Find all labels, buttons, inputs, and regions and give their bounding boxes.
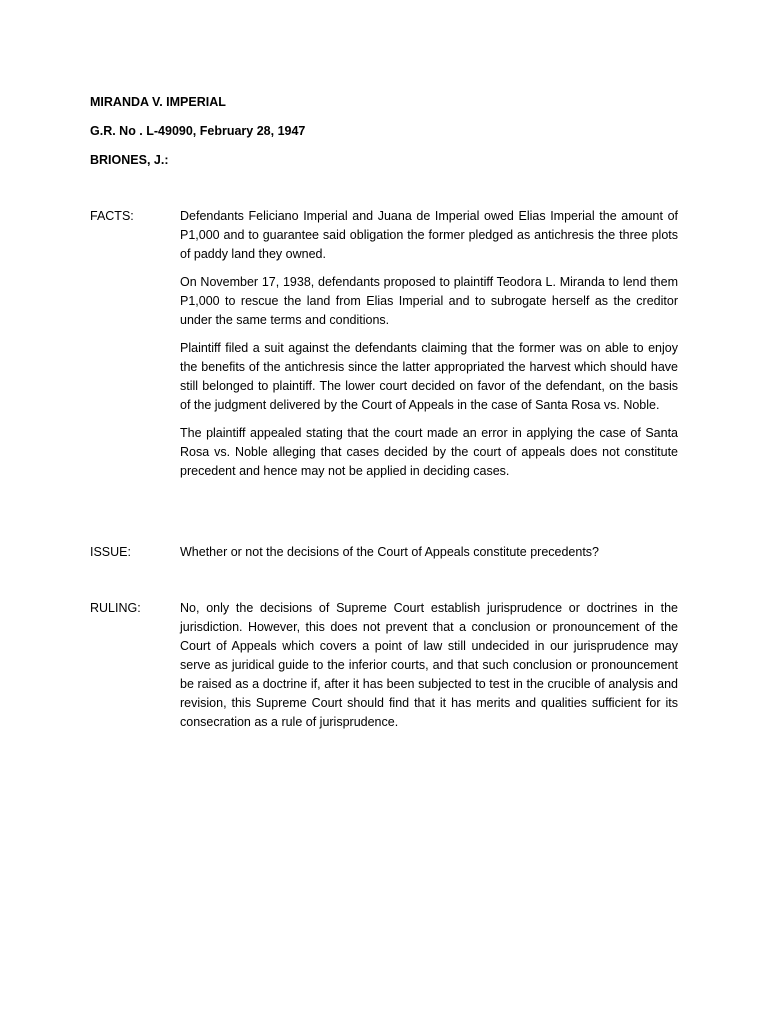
case-title: MIRANDA V. IMPERIAL bbox=[90, 95, 226, 109]
facts-paragraph: On November 17, 1938, defendants proposed to plaintiff Teodora L. Miranda to lend them P1,000 to rescue the land from Elias Imperial and to subrogate herself as the creditor under the same terms and conditions. bbox=[180, 275, 678, 327]
facts-paragraph: Plaintiff filed a suit against the defendants claiming that the former was on able to enjoy the benefits of the antichresis since the latter appropriated the harvest which should have still belonged to plaintiff. The lower court decided on favor of the defendant, on the basis of the judgment delivered by the Court of Appeals in the case of Santa Rosa vs. Noble. bbox=[180, 341, 678, 412]
issue-text: Whether or not the decisions of the Court of Appeals constitute precedents? bbox=[180, 545, 600, 559]
facts-paragraph: Defendants Feliciano Imperial and Juana de Imperial owed Elias Imperial the amount of P1,000 and to guarantee said obligation the former pledged as antichresis the three plots of paddy land they owned. bbox=[180, 209, 678, 261]
issue-body bbox=[180, 543, 678, 562]
ponente: BRIONES, J.: bbox=[90, 153, 169, 167]
facts-paragraph: The plaintiff appealed stating that the court made an error in applying the case of Santa Rosa vs. Noble alleging that cases decided by the court of appeals does not constitute precedent and hence may not be applied in deciding cases. bbox=[180, 426, 678, 478]
issue-label: ISSUE: bbox=[90, 545, 131, 559]
ruling-text: No, only the decisions of Supreme Court establish jurisprudence or doctrines in the jurisdiction. However, this does not prevent that a conclusion or pronouncement of the Court of Appeals which covers a point of law still undecided in our jurisprudence may serve as juridical guide to the inferior courts, and that such conclusion or pronouncement be raised as a doctrine if, after it has been subjected to test in the crucible of analysis and revision, this Supreme Court should find that it has merits and qualities sufficient for its consecration as a rule of jurisprudence. bbox=[180, 601, 678, 729]
case-number: G.R. No . L-49090, February 28, 1947 bbox=[90, 124, 306, 138]
ruling-body bbox=[180, 599, 678, 732]
facts-body bbox=[180, 207, 678, 481]
ruling-label: RULING: bbox=[90, 601, 141, 615]
facts-label: FACTS: bbox=[90, 209, 134, 223]
case-header bbox=[90, 92, 690, 179]
